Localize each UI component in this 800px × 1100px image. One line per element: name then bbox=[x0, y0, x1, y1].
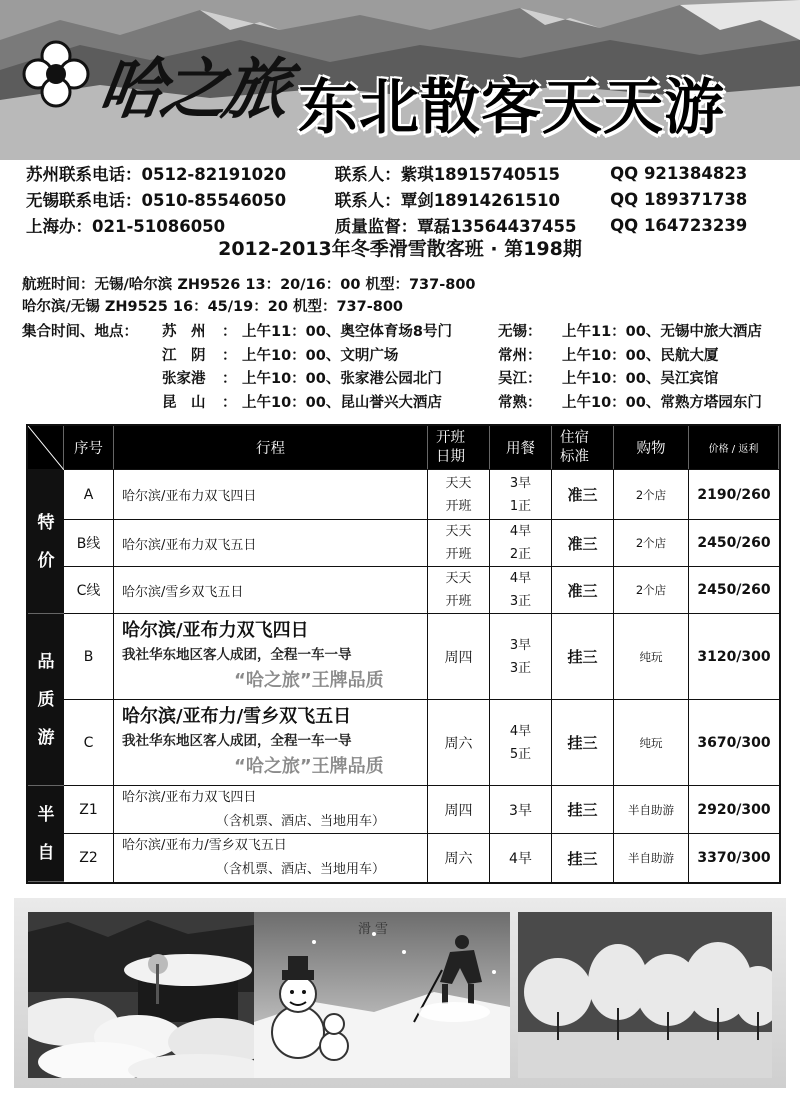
row-shop: 2个店 bbox=[614, 567, 689, 613]
row-route bbox=[114, 786, 428, 833]
row-no: C bbox=[64, 700, 114, 785]
row-shop: 纯玩 bbox=[614, 700, 689, 785]
header-meal: 用餐 bbox=[490, 426, 552, 469]
contact-qq: QQ 164723239 bbox=[610, 215, 748, 235]
contact-qq: QQ 189371738 bbox=[610, 189, 748, 209]
row-price: 2920/300 bbox=[697, 801, 771, 818]
row-price: 2450/260 bbox=[697, 582, 771, 598]
contact-phone: 无锡联系电话：0510-85546050 bbox=[26, 191, 287, 210]
row-route: 哈尔滨/亚布力双飞五日 bbox=[114, 520, 428, 566]
route-brand: “哈之旅”王牌品质 bbox=[234, 755, 384, 777]
table-row bbox=[28, 786, 779, 834]
row-date: 周四 bbox=[428, 614, 490, 699]
route-note: （含机票、酒店、当地用车） bbox=[216, 813, 386, 829]
header-hotel: 住宿 标准 bbox=[552, 426, 614, 469]
row-no: B bbox=[64, 614, 114, 699]
header-route: 行程 bbox=[114, 426, 428, 469]
row-shop: 半自助游 bbox=[614, 786, 689, 833]
contact-person: 联系人：覃剑18914261510 bbox=[334, 191, 560, 210]
route-note: 我社华东地区客人成团，全程一车一导 bbox=[122, 732, 352, 749]
contact-qq: QQ 921384823 bbox=[610, 163, 748, 183]
row-date: 天天 开班 bbox=[428, 520, 490, 566]
row-meal: 3早 bbox=[490, 786, 552, 833]
row-price: 3370/300 bbox=[697, 850, 771, 866]
row-hotel: 挂三 bbox=[552, 700, 614, 785]
table-row bbox=[28, 567, 779, 614]
meeting-city: 江 阴 bbox=[162, 347, 206, 364]
header-shop: 购物 bbox=[614, 426, 689, 469]
row-route: 哈尔滨/雪乡双飞五日 bbox=[114, 567, 428, 613]
flight-line-outbound: 航班时间：无锡/哈尔滨 ZH9526 13：20/16：00 机型：737-800 bbox=[22, 277, 476, 293]
row-meal: 4早 2正 bbox=[490, 520, 552, 566]
meeting-info: 上午11：00、无锡中旅大酒店 bbox=[562, 324, 762, 340]
diagonal-line-icon bbox=[28, 426, 64, 470]
meeting-label: 集合时间、地点： bbox=[22, 324, 138, 340]
row-no: A bbox=[64, 470, 114, 519]
row-date: 周六 bbox=[428, 700, 490, 785]
category-quality-tour: 品 质 游 bbox=[28, 614, 64, 786]
page-headline: 东北散客天天游 bbox=[298, 73, 725, 143]
row-shop: 2个店 bbox=[614, 470, 689, 519]
row-price: 2450/260 bbox=[697, 535, 771, 551]
row-date: 周六 bbox=[428, 834, 490, 882]
meeting-city: 吴江： bbox=[498, 371, 542, 387]
season-title: 2012-2013年冬季滑雪散客班 · 第198期 bbox=[218, 238, 582, 260]
route-note: （含机票、酒店、当地用车） bbox=[216, 862, 386, 877]
route-brand: “哈之旅”王牌品质 bbox=[234, 669, 384, 691]
meeting-info: 上午10：00、昆山誉兴大酒店 bbox=[242, 394, 442, 411]
route-title: 哈尔滨/亚布力双飞四日 bbox=[122, 789, 257, 805]
meeting-info: 上午10：00、吴江宾馆 bbox=[562, 371, 719, 387]
contact-person: 联系人：紫琪18915740515 bbox=[334, 165, 560, 184]
row-shop: 半自助游 bbox=[614, 834, 689, 882]
table-row bbox=[28, 700, 779, 786]
row-date: 天天 开班 bbox=[428, 567, 490, 613]
brand-logo-text: 哈之旅 bbox=[93, 50, 291, 128]
table-row bbox=[28, 614, 779, 700]
row-hotel: 准三 bbox=[552, 567, 614, 613]
meeting-city: 昆 山 bbox=[162, 394, 206, 411]
clover-logo-icon bbox=[20, 38, 92, 110]
table-row bbox=[28, 834, 779, 882]
meeting-city: 苏 州 bbox=[162, 324, 206, 340]
row-meal: 4早 5正 bbox=[490, 700, 552, 785]
row-price: 2190/260 bbox=[697, 486, 771, 503]
meeting-info: 上午11：00、奥空体育场8号门 bbox=[242, 324, 452, 340]
meeting-info: 上午10：00、文明广场 bbox=[242, 347, 399, 364]
flight-info bbox=[22, 274, 476, 318]
row-price: 3670/300 bbox=[697, 734, 771, 751]
contact-row bbox=[26, 186, 786, 212]
row-hotel: 挂三 bbox=[552, 834, 614, 882]
header-date: 开班 日期 bbox=[428, 426, 490, 469]
meeting-city: 无锡： bbox=[498, 324, 542, 340]
row-meal: 3早 1正 bbox=[490, 470, 552, 519]
meeting-info: 上午10：00、张家港公园北门 bbox=[242, 371, 442, 387]
category-semi-independent: 半 自 bbox=[28, 786, 64, 882]
header-no: 序号 bbox=[64, 426, 114, 469]
header-corner bbox=[28, 426, 64, 469]
meeting-info: 上午10：00、民航大厦 bbox=[562, 347, 719, 364]
table-row bbox=[28, 470, 779, 520]
route-note: 我社华东地区客人成团，全程一车一导 bbox=[122, 646, 352, 663]
contact-block bbox=[26, 160, 786, 238]
photo-strip bbox=[14, 898, 786, 1088]
meeting-city: 常州： bbox=[498, 347, 542, 364]
row-no: C线 bbox=[64, 567, 114, 613]
row-date: 天天 开班 bbox=[428, 470, 490, 519]
row-no: Z2 bbox=[64, 834, 114, 882]
meeting-city: 张家港 bbox=[162, 371, 206, 387]
header-banner bbox=[0, 0, 800, 160]
category-special-price: 特 价 bbox=[28, 470, 64, 614]
row-meal: 3早 3正 bbox=[490, 614, 552, 699]
table-header-row bbox=[28, 426, 779, 470]
row-price: 3120/300 bbox=[697, 648, 771, 665]
row-no: Z1 bbox=[64, 786, 114, 833]
contact-phone: 苏州联系电话：0512-82191020 bbox=[26, 165, 287, 184]
contact-phone: 上海办：021-51086050 bbox=[26, 217, 226, 236]
contact-row bbox=[26, 160, 786, 186]
flight-line-return: 哈尔滨/无锡 ZH9525 16：45/19：20 机型：737-800 bbox=[22, 299, 404, 315]
frosted-trees-photo bbox=[518, 912, 772, 1078]
row-route bbox=[114, 834, 428, 882]
row-route bbox=[114, 614, 428, 699]
row-route bbox=[114, 700, 428, 785]
row-hotel: 挂三 bbox=[552, 614, 614, 699]
row-no: B线 bbox=[64, 520, 114, 566]
skiing-photo bbox=[254, 912, 510, 1078]
route-title: 哈尔滨/亚布力双飞四日 bbox=[122, 619, 309, 641]
row-shop: 纯玩 bbox=[614, 614, 689, 699]
row-route: 哈尔滨/亚布力双飞四日 bbox=[114, 470, 428, 519]
row-shop: 2个店 bbox=[614, 520, 689, 566]
route-title: 哈尔滨/亚布力/雪乡双飞五日 bbox=[122, 705, 352, 727]
ski-label: 滑雪 bbox=[358, 922, 393, 937]
row-hotel: 准三 bbox=[552, 470, 614, 519]
header-price: 价格 / 返利 bbox=[689, 426, 779, 469]
route-title: 哈尔滨/亚布力/雪乡双飞五日 bbox=[122, 838, 287, 853]
row-meal: 4早 3正 bbox=[490, 567, 552, 613]
contact-person: 质量监督：覃磊13564437455 bbox=[334, 217, 577, 236]
tour-price-table bbox=[26, 424, 781, 884]
row-hotel: 准三 bbox=[552, 520, 614, 566]
meeting-city: 常熟： bbox=[498, 394, 542, 411]
row-hotel: 挂三 bbox=[552, 786, 614, 833]
row-meal: 4早 bbox=[490, 834, 552, 882]
table-row bbox=[28, 520, 779, 567]
snow-village-photo bbox=[28, 912, 260, 1078]
meeting-info: 上午10：00、常熟方塔园东门 bbox=[562, 394, 762, 411]
row-date: 周四 bbox=[428, 786, 490, 833]
